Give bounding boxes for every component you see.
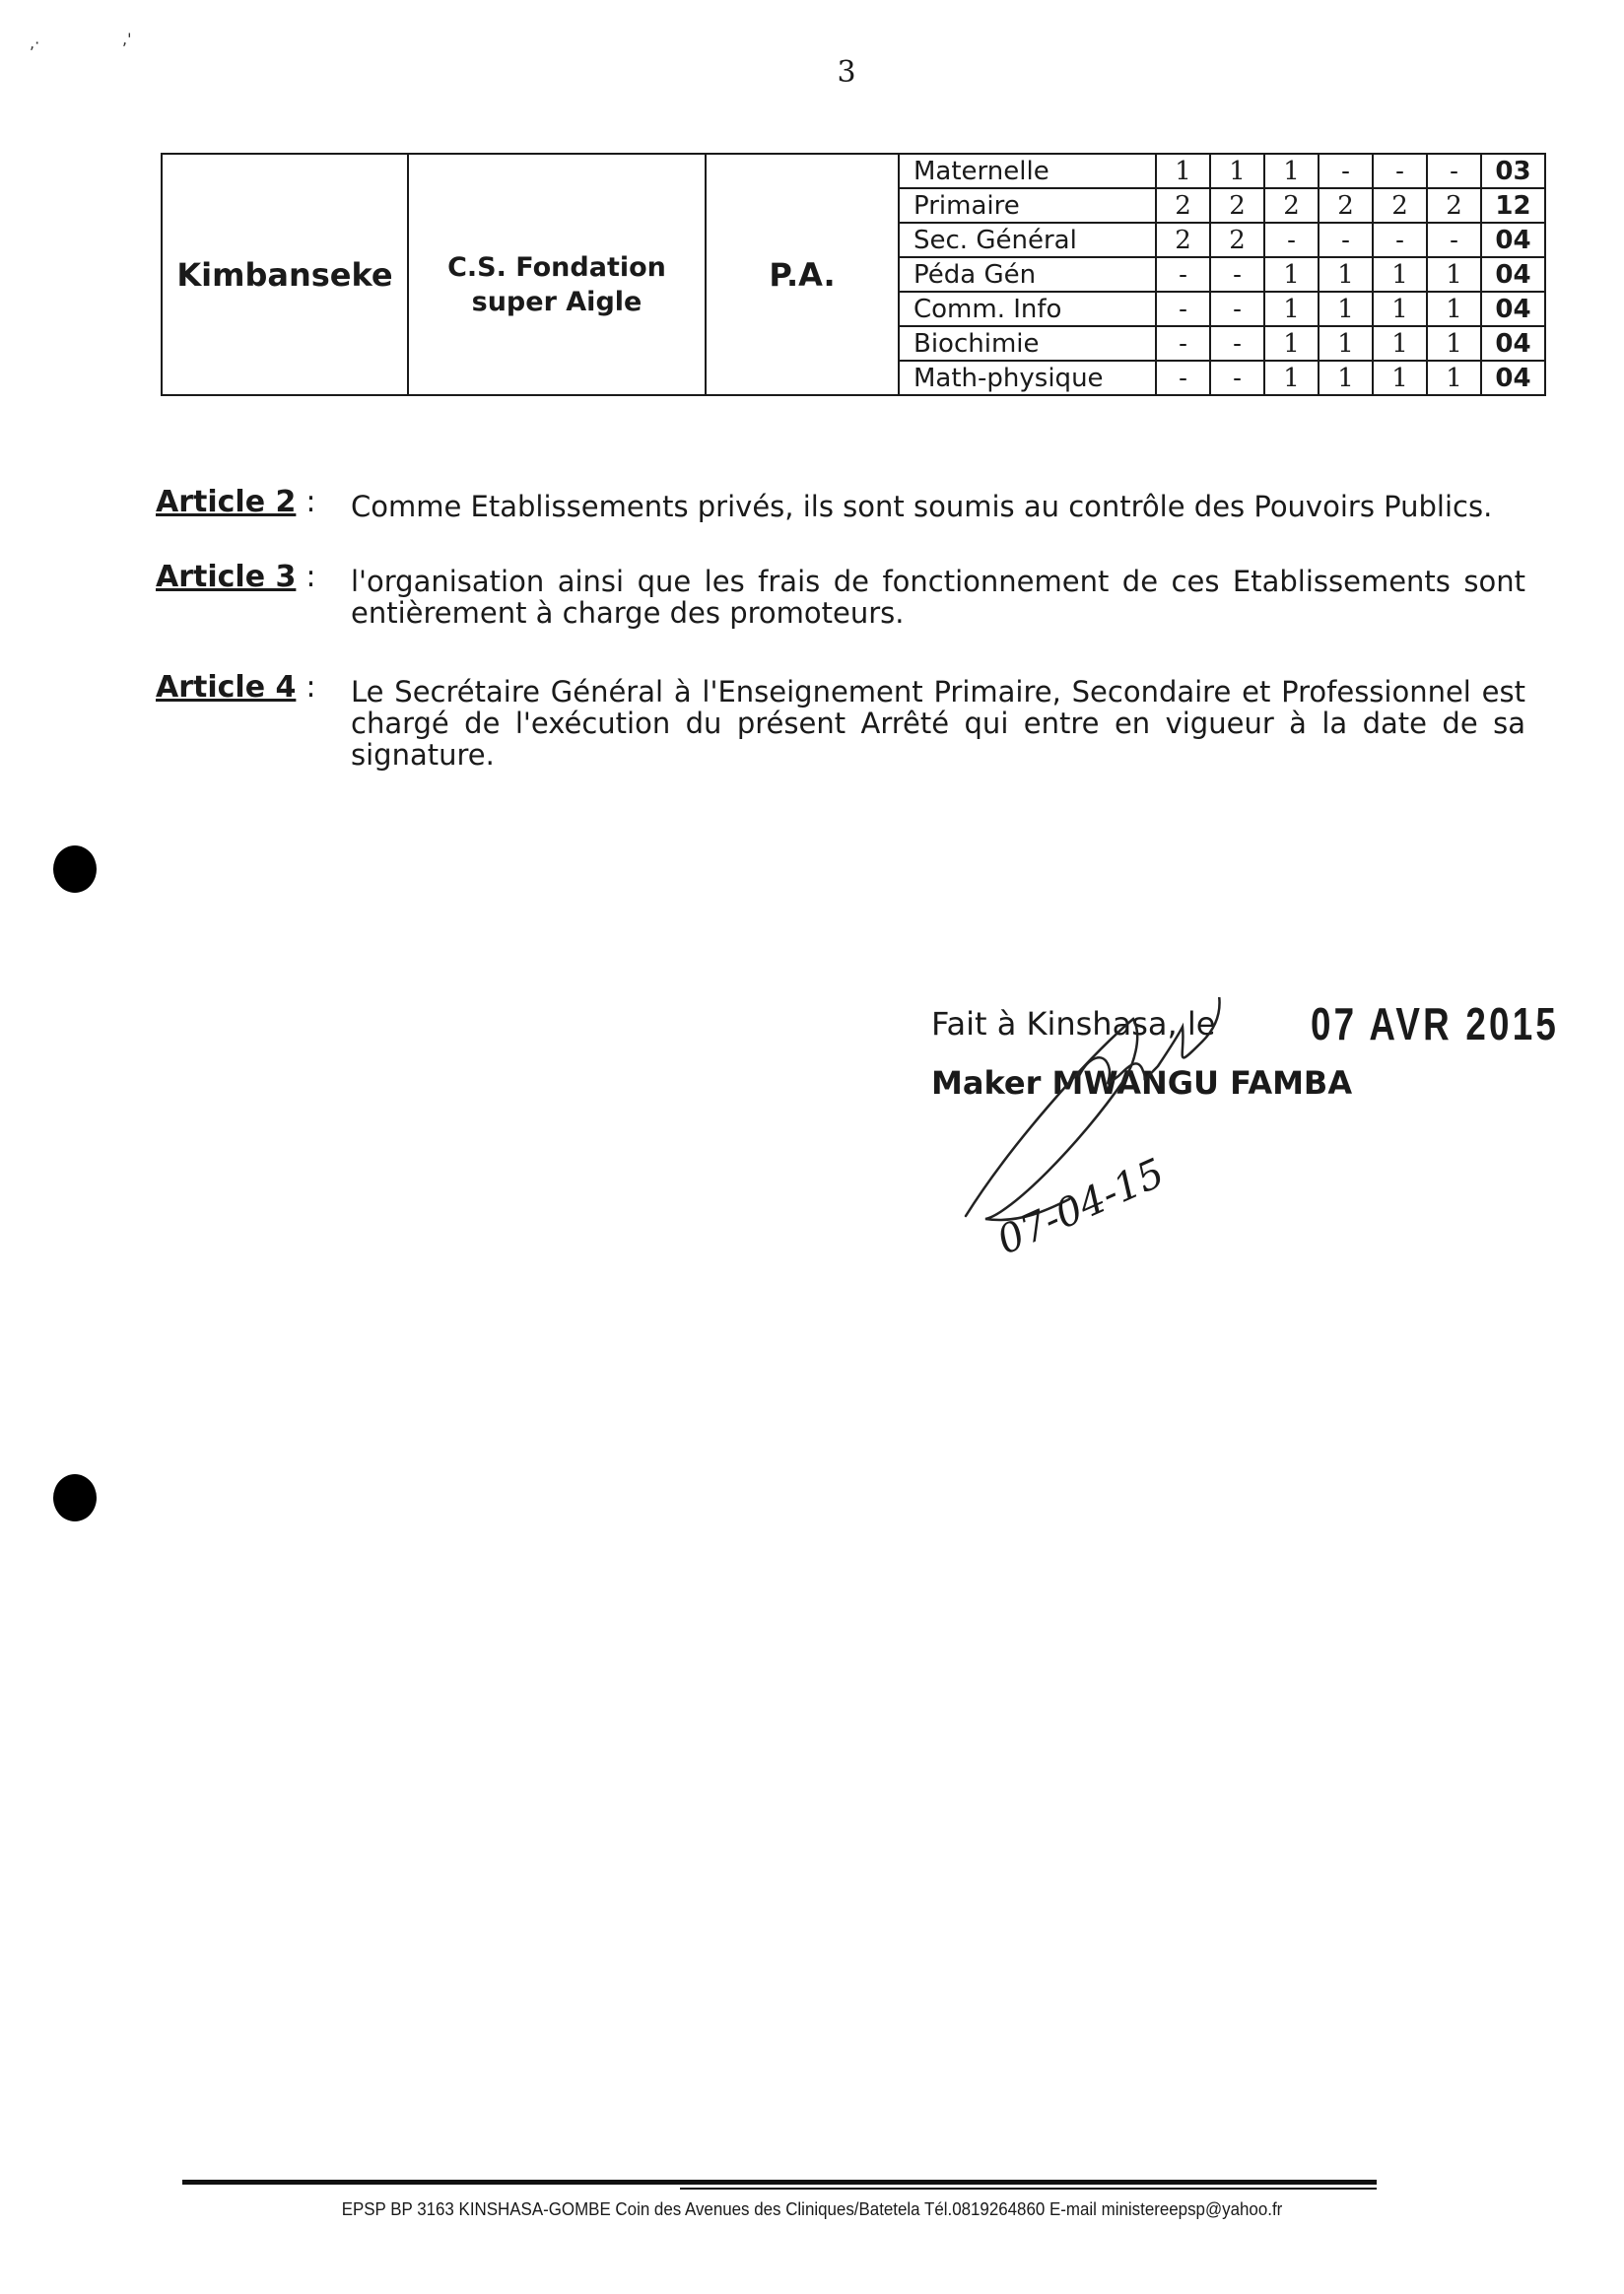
table-row (162, 154, 1545, 188)
section-cell: Biochimie (899, 326, 1156, 361)
class-count-cell: 2 (1427, 188, 1481, 223)
total-cell: 12 (1481, 188, 1545, 223)
section-cell: Math-physique (899, 361, 1156, 395)
class-count-cell: - (1373, 223, 1427, 257)
class-count-cell: 1 (1264, 154, 1319, 188)
class-count-cell: 2 (1373, 188, 1427, 223)
class-count-cell: 1 (1156, 154, 1210, 188)
schools-table-body (162, 154, 1545, 395)
school-cell: C.S. Fondation super Aigle (408, 154, 706, 395)
class-count-cell: 1 (1373, 292, 1427, 326)
section-cell: Péda Gén (899, 257, 1156, 292)
section-cell: Maternelle (899, 154, 1156, 188)
class-count-cell: - (1210, 257, 1264, 292)
schools-table (161, 153, 1546, 396)
class-count-cell: 1 (1427, 326, 1481, 361)
class-count-cell: 1 (1264, 326, 1319, 361)
class-count-cell: 2 (1156, 223, 1210, 257)
class-count-cell: - (1156, 292, 1210, 326)
section-cell: Sec. Général (899, 223, 1156, 257)
class-count-cell: - (1319, 223, 1373, 257)
total-cell: 03 (1481, 154, 1545, 188)
class-count-cell: - (1210, 292, 1264, 326)
total-cell: 04 (1481, 326, 1545, 361)
total-cell: 04 (1481, 257, 1545, 292)
punch-hole (53, 845, 97, 893)
class-count-cell: - (1156, 326, 1210, 361)
class-count-cell: - (1427, 154, 1481, 188)
class-count-cell: - (1427, 223, 1481, 257)
footer-rule (182, 2180, 1377, 2185)
total-cell: 04 (1481, 292, 1545, 326)
signature-place: Fait à Kinshasa, le (931, 1005, 1216, 1043)
class-count-cell: 1 (1264, 292, 1319, 326)
article-label: Article 2 : (156, 485, 316, 519)
date-stamp: 07 AVR 2015 (1311, 998, 1560, 1049)
class-count-cell: 1 (1373, 361, 1427, 395)
article-label: Article 3 : (156, 560, 316, 594)
class-count-cell: 2 (1264, 188, 1319, 223)
class-count-cell: - (1210, 326, 1264, 361)
total-cell: 04 (1481, 223, 1545, 257)
article-text: Comme Etablissements privés, ils sont soumis au contrôle des Pouvoirs Publics. (351, 490, 1493, 523)
class-count-cell: 2 (1210, 188, 1264, 223)
footer-address: EPSP BP 3163 KINSHASA-GOMBE Coin des Avenues des Cliniques/Batetela Tél.0819264860 E-mail ministereepsp@yahoo.fr (341, 2199, 1283, 2219)
page-number: 3 (837, 55, 856, 90)
scan-speck: ,' (122, 30, 132, 48)
article-label: Article 4 : (156, 670, 316, 705)
class-count-cell: 2 (1319, 188, 1373, 223)
article-number: Article 2 (156, 485, 297, 519)
commune-cell: Kimbanseke (162, 154, 408, 395)
status-cell: P.A. (706, 154, 899, 395)
handwritten-date: 07-04-15 (990, 1150, 1172, 1264)
article-text: l'organisation ainsi que les frais de fonctionnement de ces Etablissements sont entièrement à charge des promoteurs. (351, 565, 1525, 630)
class-count-cell: - (1156, 361, 1210, 395)
class-count-cell: 1 (1319, 361, 1373, 395)
class-count-cell: 1 (1319, 292, 1373, 326)
class-count-cell: 1 (1319, 326, 1373, 361)
class-count-cell: 1 (1373, 326, 1427, 361)
class-count-cell: - (1319, 154, 1373, 188)
class-count-cell: 1 (1264, 257, 1319, 292)
class-count-cell: 2 (1156, 188, 1210, 223)
class-count-cell: 2 (1210, 223, 1264, 257)
punch-hole (53, 1474, 97, 1521)
section-cell: Primaire (899, 188, 1156, 223)
scan-speck: ,· (30, 34, 40, 52)
total-cell: 04 (1481, 361, 1545, 395)
class-count-cell: 1 (1373, 257, 1427, 292)
class-count-cell: 1 (1319, 257, 1373, 292)
class-count-cell: 1 (1427, 257, 1481, 292)
footer-rule (680, 2188, 1377, 2190)
class-count-cell: 1 (1427, 361, 1481, 395)
class-count-cell: - (1373, 154, 1427, 188)
article-number: Article 3 (156, 560, 297, 594)
section-cell: Comm. Info (899, 292, 1156, 326)
class-count-cell: - (1210, 361, 1264, 395)
signature-block (931, 997, 1560, 1293)
signatory-name: Maker MWANGU FAMBA (931, 1064, 1353, 1102)
class-count-cell: - (1264, 223, 1319, 257)
class-count-cell: - (1156, 257, 1210, 292)
class-count-cell: 1 (1210, 154, 1264, 188)
class-count-cell: 1 (1427, 292, 1481, 326)
article-number: Article 4 (156, 670, 297, 705)
article-text: Le Secrétaire Général à l'Enseignement Primaire, Secondaire et Professionnel est chargé de l'exécution du présent Arrêté qui entre en vigueur à la date de sa signature. (351, 675, 1525, 772)
class-count-cell: 1 (1264, 361, 1319, 395)
